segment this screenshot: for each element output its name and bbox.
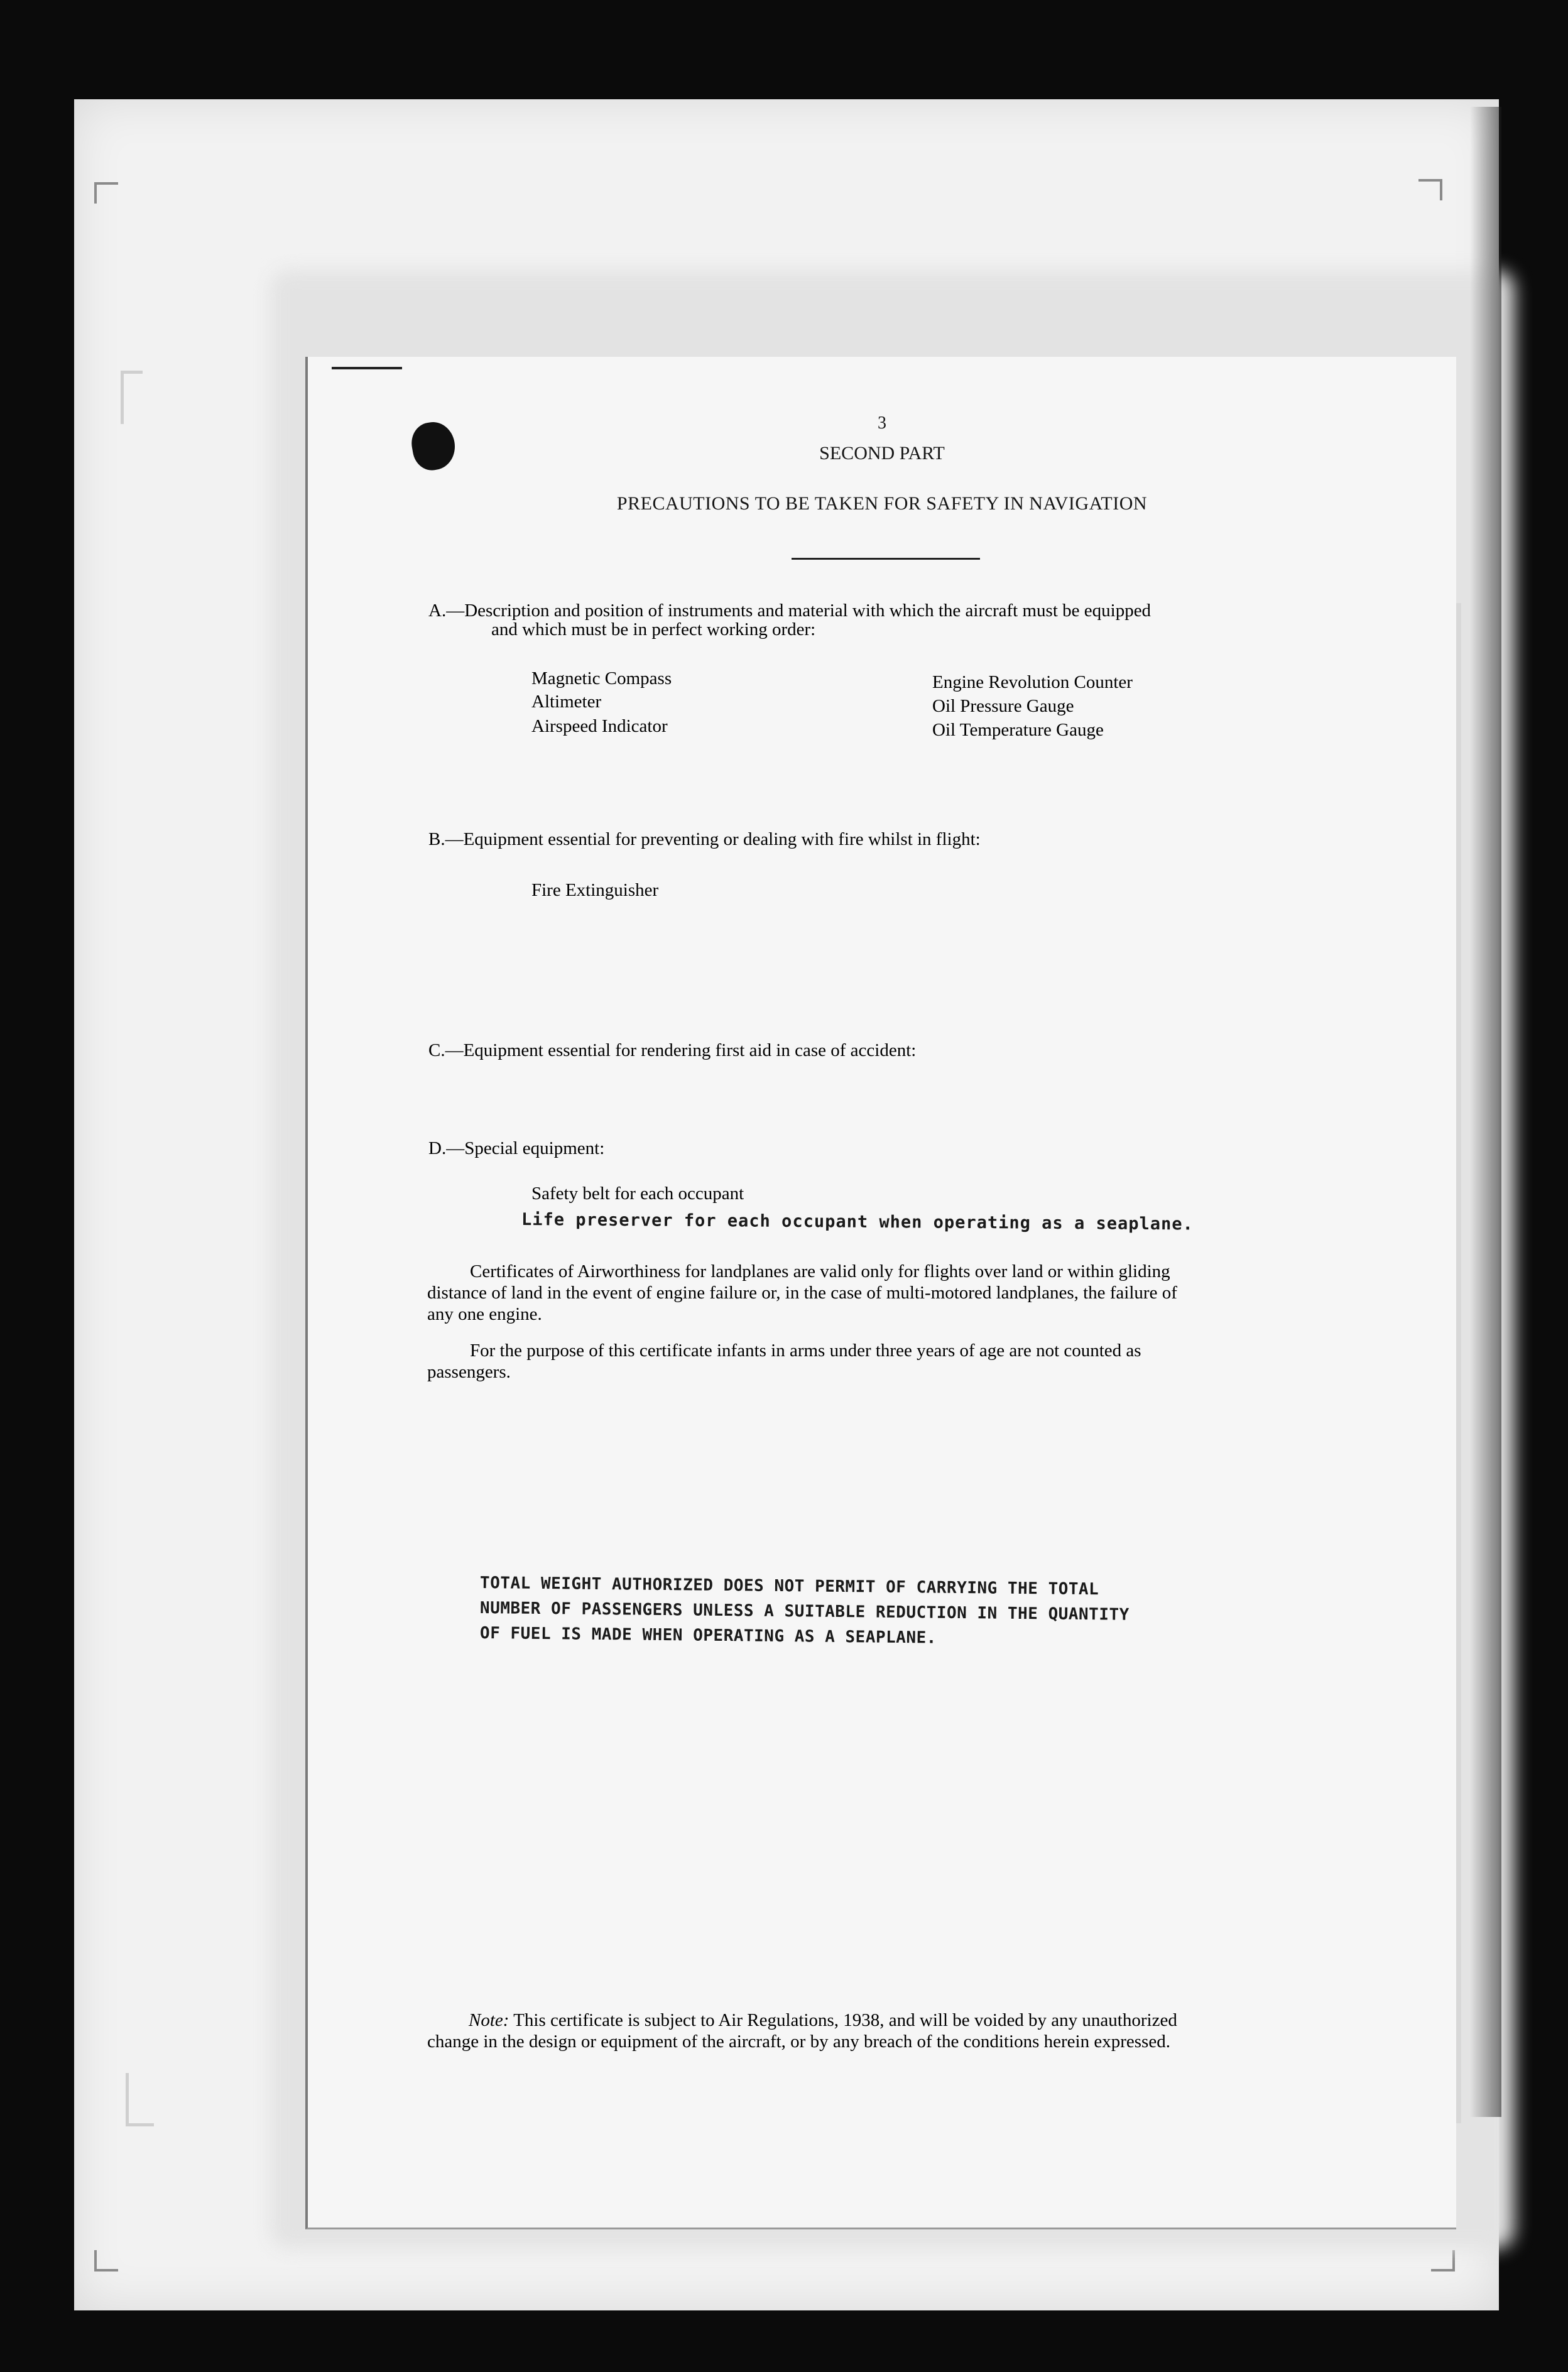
list-item: Altimeter [531, 692, 602, 712]
list-item: Safety belt for each occupant [531, 1183, 744, 1204]
note-text: This certificate is subject to Air Regulations, 1938, and will be voided by any unauthorized [513, 2010, 1177, 2030]
paragraph-1-line2: distance of land in the event of engine failure or, in the case of multi-motored landplanes, the failure of [427, 1283, 1177, 1303]
frame-corner-mark [1431, 2250, 1455, 2271]
section-a-line2: and which must be in perfect working order: [491, 619, 816, 639]
paragraph-1-line1: Certificates of Airworthiness for landplanes are valid only for flights over land or within gliding [470, 1261, 1170, 1281]
page-top-mark [332, 367, 402, 369]
section-b-heading: B.—Equipment essential for preventing or dealing with fire whilst in flight: [428, 829, 981, 849]
typed-notice-line2: NUMBER OF PASSENGERS UNLESS A SUITABLE REDUCTION IN THE QUANTITY [479, 1599, 1130, 1624]
page-number: 3 [878, 413, 886, 433]
main-heading: PRECAUTIONS TO BE TAKEN FOR SAFETY IN NAVIGATION [616, 493, 1148, 514]
typed-life-preserver-line: Life preserver for each occupant when operating as a seaplane. [521, 1210, 1194, 1234]
paragraph-1-line3: any one engine. [427, 1304, 542, 1324]
list-item: Magnetic Compass [531, 668, 672, 688]
typed-notice-line3: OF FUEL IS MADE WHEN OPERATING AS A SEAPLANE. [479, 1624, 937, 1648]
list-item: Engine Revolution Counter [932, 672, 1133, 692]
section-c-heading: C.—Equipment essential for rendering first aid in case of accident: [428, 1040, 917, 1060]
note-line2: change in the design or equipment of the aircraft, or by any breach of the conditions herein expressed. [427, 2032, 1170, 2052]
list-item: Oil Temperature Gauge [932, 720, 1104, 740]
typed-notice-line1: TOTAL WEIGHT AUTHORIZED DOES NOT PERMIT OF CARRYING THE TOTAL [479, 1574, 1099, 1599]
list-item: Fire Extinguisher [531, 880, 659, 900]
part-title: SECOND PART [819, 443, 945, 464]
section-a-line1: A.—Description and position of instruments and material with which the aircraft must be equipped [428, 601, 1152, 621]
note-line1 [469, 2009, 1177, 2032]
paragraph-2-line2: passengers. [427, 1362, 511, 1382]
paragraph-2-line1: For the purpose of this certificate infants in arms under three years of age are not counted as [470, 1341, 1141, 1361]
frame-corner-mark [121, 371, 143, 424]
list-item: Oil Pressure Gauge [932, 696, 1074, 716]
frame-corner-mark [1418, 179, 1442, 200]
section-d-heading: D.—Special equipment: [428, 1138, 605, 1158]
frame-corner-mark [94, 2250, 118, 2271]
heading-divider [792, 558, 980, 560]
list-item: Airspeed Indicator [531, 716, 668, 736]
frame-corner-mark [94, 182, 118, 204]
note-label: Note: [469, 2010, 509, 2030]
frame-corner-mark [126, 2073, 154, 2126]
scan-edge-smudge [1470, 107, 1501, 2117]
